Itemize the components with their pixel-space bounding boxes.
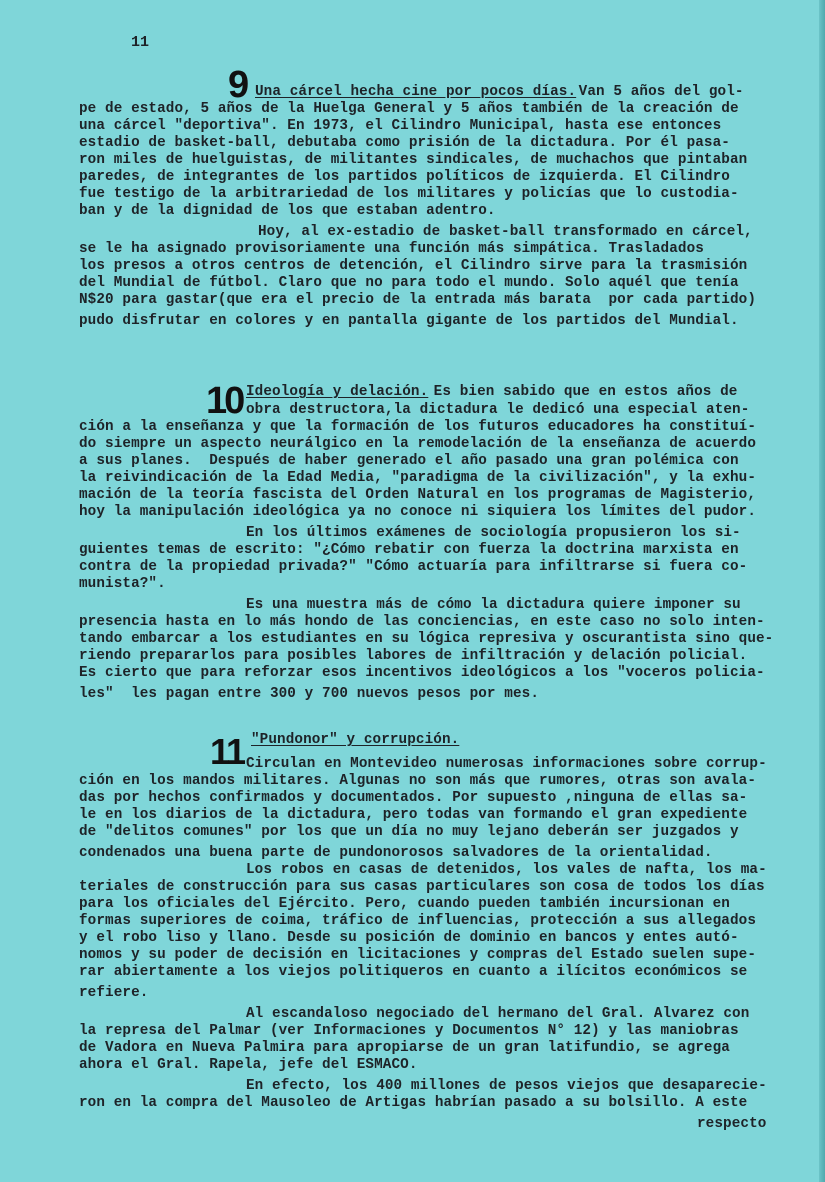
section-9-line: N$20 para gastar(que era el precio de la entrada más barata por cada partido) xyxy=(79,292,757,308)
section-9-line: una cárcel "deportiva". En 1973, el Cilindro Municipal, hasta ese entonces xyxy=(79,118,722,134)
section-11-number: 11 xyxy=(210,731,245,772)
section-11-line: de Vadora en Nueva Palmira para apropiarse de un gran latifundio, se agrega xyxy=(79,1040,730,1056)
section-10-line: En los últimos exámenes de sociología propusieron los si- xyxy=(246,525,741,541)
page-edge xyxy=(819,0,825,1182)
section-10-line: la reivindicación de la Edad Media, "paradigma de la civilización", y la exhu- xyxy=(79,470,757,486)
section-11-line: refiere. xyxy=(79,985,149,1001)
catchword: respecto xyxy=(697,1116,767,1132)
section-10-line: Es cierto que para reforzar esos incentivos ideológicos a los "voceros policia- xyxy=(79,665,765,681)
section-11-line: ron en la compra del Mausoleo de Artigas habrían pasado a su bolsillo. A este xyxy=(79,1095,748,1111)
section-11-line: condenados una buena parte de pundonorosos salvadores de la orientalidad. xyxy=(79,845,713,861)
section-11-line: Al escandaloso negociado del hermano del Gral. Alvarez con xyxy=(246,1006,750,1022)
section-9-line: pudo disfrutar en colores y en pantalla gigante de los partidos del Mundial. xyxy=(79,313,739,329)
section-10-line: obra destructora,la dictadura le dedicó una especial aten- xyxy=(246,402,750,418)
section-10-line: a sus planes. Después de haber generado el año pasado una gran polémica con xyxy=(79,453,739,469)
section-10-line: contra de la propiedad privada?" "Cómo actuaría para infiltrarse si fuera co- xyxy=(79,559,748,575)
section-10-line: tando embarcar a los estudiantes en su lógica represiva y oscurantista sino que- xyxy=(79,631,774,647)
section-10-line: presencia hasta en lo más hondo de las conciencias, en este caso no solo inten- xyxy=(79,614,765,630)
section-11-line: Circulan en Montevideo numerosas informaciones sobre corrup- xyxy=(246,756,767,772)
section-10-title: Ideología y delación. xyxy=(246,384,429,400)
section-10-line: les" les pagan entre 300 y 700 nuevos pesos por mes. xyxy=(79,686,540,702)
section-11-line: ción en los mandos militares. Algunas no son más que rumores, otras son avala- xyxy=(79,773,757,789)
section-10-line: Es bien sabido que en estos años de xyxy=(425,384,738,400)
section-11-line: teriales de construcción para sus casas particulares son cosa de todos los días xyxy=(79,879,765,895)
page-number: 11 xyxy=(131,34,150,51)
section-11-line: Los robos en casas de detenidos, los vales de nafta, los ma- xyxy=(246,862,767,878)
section-9-line: paredes, de integrantes de los partidos políticos de izquierda. El Cilindro xyxy=(79,169,730,185)
section-10-line: riendo prepararlos para posibles labores de infiltración y delación policial. xyxy=(79,648,748,664)
section-11-line: En efecto, los 400 millones de pesos viejos que desaparecie- xyxy=(246,1078,767,1094)
section-10-line: do siempre un aspecto neurálgico en la remodelación de la enseñanza de acuerdo xyxy=(79,436,757,452)
section-9-line: ban y de la dignidad de los que estaban adentro. xyxy=(79,203,496,219)
section-11-line: le en los diarios de la dictadura, pero todas van formando el gran expediente xyxy=(79,807,748,823)
section-10-line: mación de la teoría fascista del Orden Natural en los programas de Magisterio, xyxy=(79,487,757,503)
section-9-line: Hoy, al ex-estadio de basket-ball transformado en cárcel, xyxy=(258,224,753,240)
section-9-title: Una cárcel hecha cine por pocos días. xyxy=(255,84,577,100)
section-9-line: se le ha asignado provisoriamente una función más simpática. Trasladados xyxy=(79,241,704,257)
section-9-line: del Mundial de fútbol. Claro que no para todo el mundo. Solo aquél que tenía xyxy=(79,275,739,291)
section-11-line: la represa del Palmar (ver Informaciones y Documentos N° 12) y las maniobras xyxy=(79,1023,739,1039)
section-9-line: fue testigo de la arbitrariedad de los militares y policías que lo custodia- xyxy=(79,186,739,202)
section-10-line: munista?". xyxy=(79,576,166,592)
section-11-line: rar abiertamente a los viejos politiqueros en cuanto a ilícitos económicos se xyxy=(79,964,748,980)
section-11-line: das por hechos confirmados y documentados. Por supuesto ,ninguna de ellas sa- xyxy=(79,790,748,806)
section-10-line: Es una muestra más de cómo la dictadura quiere imponer su xyxy=(246,597,741,613)
section-9-number: 9 xyxy=(228,64,250,106)
section-9-line: ron miles de huelguistas, de militantes sindicales, de muchachos que pintaban xyxy=(79,152,748,168)
section-9-line: pe de estado, 5 años de la Huelga General y 5 años también de la creación de xyxy=(79,101,739,117)
section-10-line: hoy la manipulación ideológica ya no conoce ni siquiera los límites del pudor. xyxy=(79,504,757,520)
section-10-number: 10 xyxy=(206,380,243,422)
section-10-line: ción a la enseñanza y que la formación de los futuros educadores ha constituí- xyxy=(79,419,757,435)
section-11-line: ahora el Gral. Rapela, jefe del ESMACO. xyxy=(79,1057,418,1073)
section-11-line: para los oficiales del Ejército. Pero, cuando pueden también incursionan en xyxy=(79,896,730,912)
section-9-line: los presos a otros centros de detención, el Cilindro sirve para la trasmisión xyxy=(79,258,748,274)
section-9-line: Van 5 años del gol- xyxy=(570,84,744,100)
section-9-line: estadio de basket-ball, debutaba como prisión de la dictadura. Por él pasa- xyxy=(79,135,730,151)
section-10-line: guientes temas de escrito: "¿Cómo rebatir con fuerza la doctrina marxista en xyxy=(79,542,739,558)
section-11-line: de "delitos comunes" por los que un día no muy lejano deberán ser juzgados y xyxy=(79,824,739,840)
section-11-line: y el robo liso y llano. Desde su posición de dominio en bancos y entes autó- xyxy=(79,930,739,946)
section-11-line: formas superiores de coima, tráfico de influencias, protección a sus allegados xyxy=(79,913,757,929)
section-11-title: "Pundonor" y corrupción. xyxy=(251,732,460,748)
section-11-line: nomos y su poder de decisión en licitaciones y compras del Estado suelen supe- xyxy=(79,947,757,963)
